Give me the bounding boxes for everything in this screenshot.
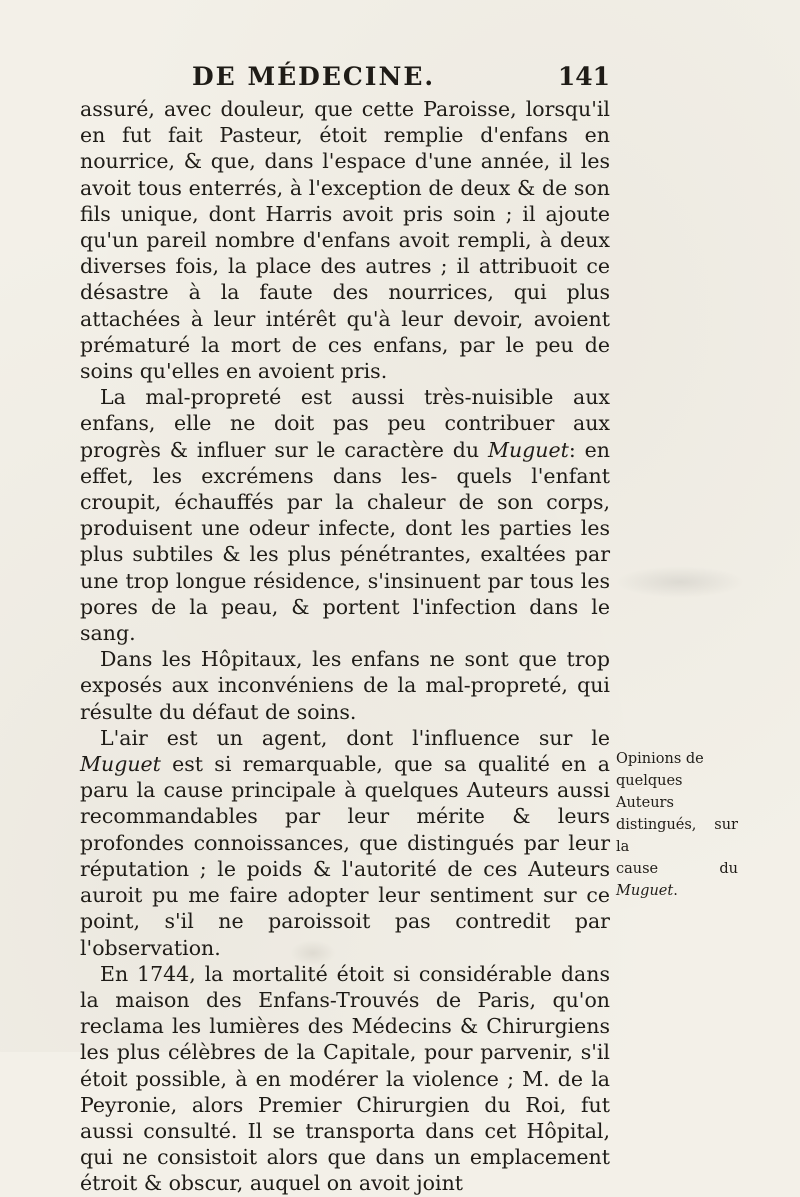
text-line: avoit pris soin ; il ajoute qu'un pareil nombre d'enfans: [80, 201, 610, 253]
margin-note-line: Opinions de: [616, 751, 704, 767]
margin-note-line: distingués, sur la: [616, 817, 738, 855]
text-line: L'air est un agent, dont l'influence sur le Muguet est si: [80, 725, 610, 777]
text-line: de la Capitale, pour parvenir, s'il étoit possible, à en: [80, 1040, 610, 1091]
text-line: plus attachées à leur intérêt qu'à leur devoir, avoient: [80, 280, 610, 331]
page-header: [80, 62, 610, 92]
text-line: modérer la violence ; M. de la Peyronie, alors Premier: [80, 1066, 610, 1117]
paragraph: [80, 646, 610, 725]
text-line: emplacement étroit & obscur, auquel on avoit joint: [80, 1145, 610, 1196]
text-line: remarquable, que sa qualité en a paru la cause principale: [80, 752, 610, 803]
text-line: & leurs profondes connoissances, que distingués par leur: [80, 804, 610, 855]
text-line: avoit rempli, à deux diverses fois, la place des autres ;: [80, 228, 610, 279]
text-line: maison des Enfans-Trouvés de Paris, qu'on reclama les: [80, 987, 610, 1039]
text-line: ne doit pas peu contribuer aux progrès & influer sur le: [80, 411, 610, 462]
paragraph: [80, 96, 610, 384]
text-line: dans cet Hôpital, qui ne consistoit alors que dans un: [80, 1118, 610, 1170]
text-line: La mal-propreté est aussi très-nuisible aux enfans, elle: [80, 385, 610, 436]
paragraph: [80, 725, 610, 961]
margin-note: [616, 748, 738, 902]
text-line: que, dans l'espace d'une année, il les avoit tous enterrés,: [80, 149, 610, 200]
text-line: plus subtiles & les plus pénétrantes, exaltées par une: [80, 542, 610, 593]
ink-bleed-mark: [615, 566, 745, 598]
text-line: Chirurgien du Roi, fut aussi consulté. Il se transporta: [80, 1092, 610, 1143]
text-line: qu'elles en avoient pris.: [139, 359, 388, 384]
text-line: la peau, & portent l'infection dans le sang.: [80, 594, 610, 646]
text-line: aux inconvéniens de la mal-propreté, qui résulte du défaut: [80, 673, 610, 724]
margin-note-line: quelques Auteurs: [616, 773, 683, 811]
text-line: à l'exception de deux & de son fils unique, dont Harris: [80, 175, 610, 226]
running-head: DE MÉDECINE.: [192, 62, 436, 91]
text-line: quels l'enfant croupit, échauffés par la chaleur de son: [80, 463, 610, 515]
page-number: 141: [557, 62, 610, 91]
text-line: En 1744, la mortalité étoit si considérable dans la: [80, 961, 610, 1012]
margin-note-line: cause du Muguet.: [616, 861, 738, 899]
text-line: réputation ; le poids & l'autorité de ces Auteurs auroit: [80, 856, 610, 908]
body-text: [80, 96, 610, 1197]
paper-stain: [290, 940, 336, 966]
paragraph: [80, 384, 610, 646]
text-line: à quelques Auteurs aussi recommandables par leur mérite: [80, 778, 610, 829]
text-line: assuré, avec douleur, que cette Paroisse, lorsqu'il en: [80, 97, 610, 148]
paragraph: [80, 961, 610, 1197]
text-line: lumières des Médecins & Chirurgiens les plus célèbres: [80, 1014, 610, 1065]
text-line: pu me faire adopter leur sentiment sur ce point, s'il ne: [80, 883, 610, 934]
text-line: Dans les Hôpitaux, les enfans ne sont que trop exposés: [80, 647, 610, 698]
text-line: caractère du Muguet: en effet, les excrémens dans les-: [80, 437, 610, 488]
text-line: trop longue résidence, s'insinuent par tous les pores de: [80, 568, 610, 619]
text-line: paroissoit pas contredit par l'observation.: [80, 909, 610, 960]
text-line: corps, produisent une odeur infecte, dont les parties les: [80, 490, 610, 541]
text-line: prématuré la mort de ces enfans, par le peu de soins: [80, 332, 610, 384]
text-line: fut fait Pasteur, étoit remplie d'enfans en nourrice, &: [80, 123, 610, 174]
text-line: de soins.: [264, 699, 357, 724]
text-line: il attribuoit ce désastre à la faute des nourrices, qui: [80, 254, 610, 305]
